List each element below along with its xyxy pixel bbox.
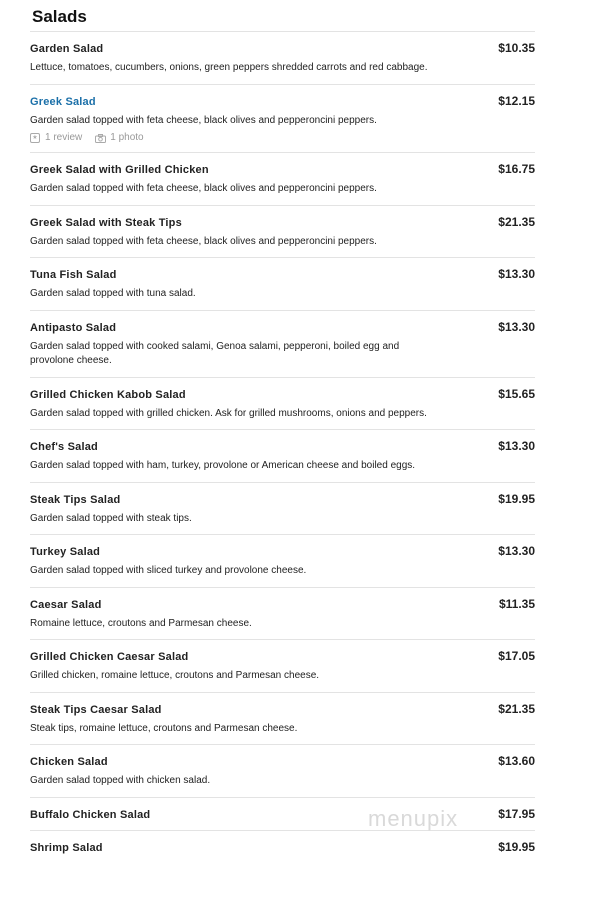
item-name: Shrimp Salad: [30, 841, 103, 854]
item-name: Steak Tips Caesar Salad: [30, 703, 162, 716]
item-price: $21.35: [498, 701, 535, 716]
item-name: Chef's Salad: [30, 441, 98, 453]
item-name: Steak Tips Salad: [30, 493, 121, 506]
item-description: Garden salad topped with steak tips.: [30, 512, 192, 524]
item-price: $12.15: [498, 93, 535, 108]
item-description: Garden salad topped with feta cheese, black olives and pepperoncini peppers.: [30, 183, 377, 194]
item-name: Chicken Salad: [30, 756, 108, 768]
menu-item: [30, 84, 535, 153]
watermark-logo: menupix: [368, 806, 459, 831]
item-price: $17.05: [498, 649, 535, 663]
review-link[interactable]: [30, 132, 82, 144]
menu-item: [30, 310, 535, 377]
item-description: Garden salad topped with cooked salami, Genoa salami, pepperoni, boiled egg and provolone cheese.: [30, 340, 400, 366]
photo-link[interactable]: [95, 132, 143, 144]
menu-item: [30, 692, 535, 745]
menu-list: [30, 31, 535, 863]
menu-item: [30, 744, 535, 797]
menu-item: [30, 152, 535, 205]
item-description: Lettuce, tomatoes, cucumbers, onions, green peppers shredded carrots and red cabbage.: [30, 62, 428, 73]
item-price: $19.95: [498, 839, 535, 854]
item-name: Garden Salad: [30, 43, 104, 55]
item-price: $13.60: [498, 754, 535, 768]
item-name: Turkey Salad: [30, 546, 101, 558]
item-name: Tuna Fish Salad: [30, 269, 117, 281]
camera-icon: [95, 134, 106, 143]
item-price: $11.35: [498, 596, 535, 611]
item-name: Antipasto Salad: [30, 321, 117, 334]
item-price: $10.35: [498, 41, 535, 55]
item-name: Grilled Chicken Caesar Salad: [30, 651, 189, 663]
photo-count: 1 photo: [110, 132, 144, 143]
item-price: $21.35: [498, 214, 535, 229]
item-name-link[interactable]: Greek Salad: [30, 95, 96, 108]
item-description: Garden salad topped with chicken salad.: [30, 775, 211, 786]
item-price: $19.95: [498, 491, 535, 506]
menu-item: [30, 482, 535, 535]
menu-item: [30, 257, 535, 310]
item-description: Grilled chicken, romaine lettuce, croutons and Parmesan cheese.: [30, 670, 320, 681]
menu-item: [30, 31, 535, 84]
menu-item: [30, 534, 535, 587]
menu-item: [30, 830, 535, 863]
item-description: Romaine lettuce, croutons and Parmesan cheese.: [30, 617, 252, 629]
item-meta: [30, 132, 535, 144]
item-description: Garden salad topped with tuna salad.: [30, 288, 196, 299]
item-name: Buffalo Chicken Salad: [30, 808, 151, 821]
menu-item: [30, 205, 535, 258]
item-name: Caesar Salad: [30, 598, 102, 611]
item-description: Steak tips, romaine lettuce, croutons and Parmesan cheese.: [30, 722, 298, 734]
item-name: Grilled Chicken Kabob Salad: [30, 388, 186, 401]
menu-item: [30, 587, 535, 640]
item-description: Garden salad topped with sliced turkey and provolone cheese.: [30, 565, 307, 576]
section-title: Salads: [32, 7, 87, 26]
item-description: Garden salad topped with feta cheese, black olives and pepperoncini peppers.: [30, 235, 377, 247]
menu-item: [30, 639, 535, 692]
item-price: $13.30: [498, 544, 535, 558]
item-name: Greek Salad with Grilled Chicken: [30, 164, 209, 176]
menu-item: [30, 429, 535, 482]
item-description: Garden salad topped with grilled chicken. Ask for grilled mushrooms, onions and peppers.: [30, 407, 427, 419]
item-price: $17.95: [498, 806, 535, 821]
item-price: $16.75: [498, 162, 535, 176]
item-price: $15.65: [498, 386, 535, 401]
review-count: 1 review: [45, 132, 83, 143]
item-description: Garden salad topped with feta cheese, black olives and pepperoncini peppers.: [30, 114, 377, 126]
item-name: Greek Salad with Steak Tips: [30, 216, 182, 229]
item-description: Garden salad topped with ham, turkey, provolone or American cheese and boiled eggs.: [30, 460, 416, 471]
item-price: $13.30: [498, 267, 535, 281]
review-star-icon: ★: [30, 133, 40, 143]
item-price: $13.30: [498, 439, 535, 453]
menu-item: [30, 377, 535, 430]
menu-item: [30, 797, 535, 830]
item-price: $13.30: [498, 319, 535, 334]
